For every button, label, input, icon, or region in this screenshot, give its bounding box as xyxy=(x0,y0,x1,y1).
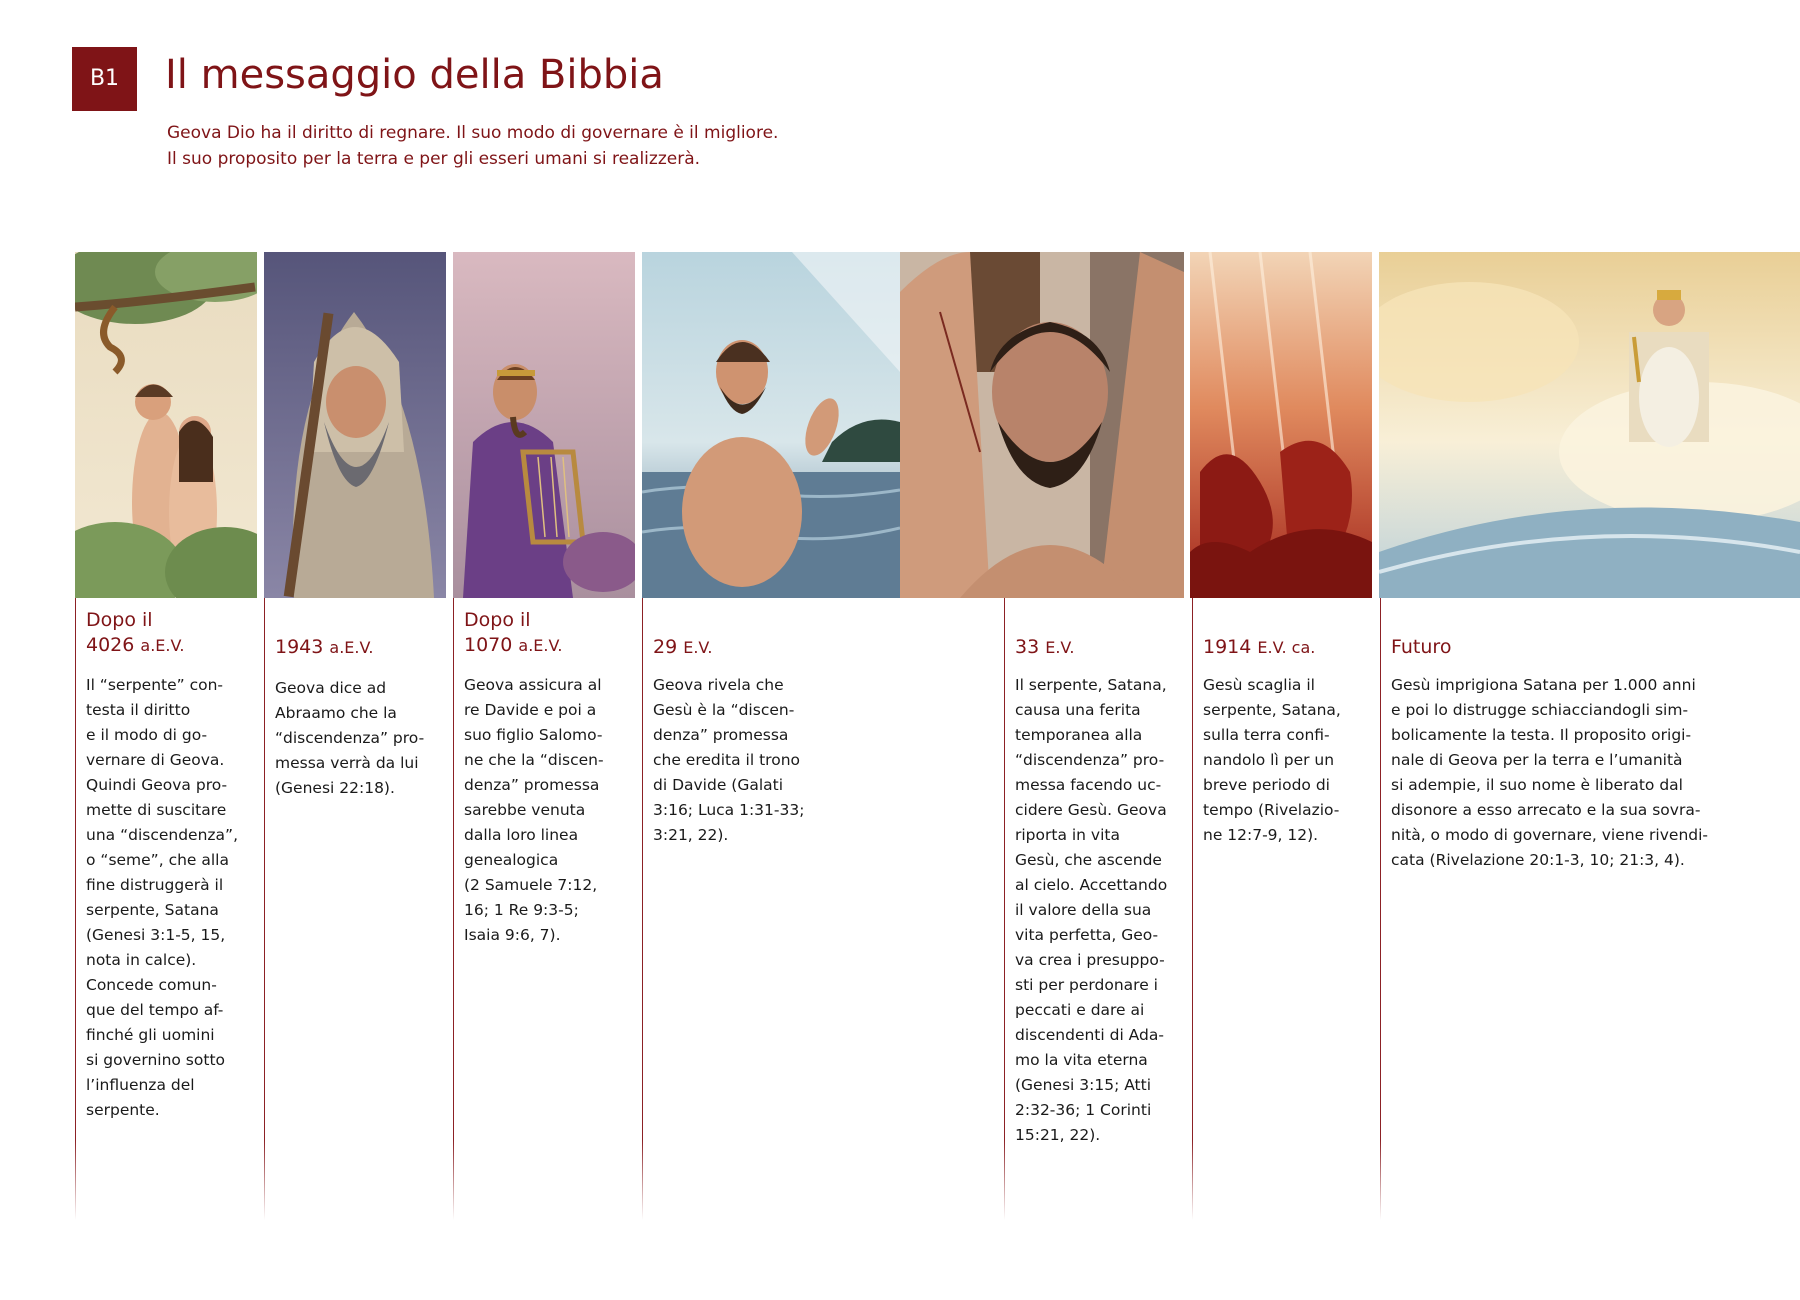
date-year: 1914 xyxy=(1203,636,1252,658)
description-line: serpente, Satana xyxy=(86,901,219,919)
description-line: Geova rivela che xyxy=(653,676,784,694)
date-era: E.V. xyxy=(683,638,713,657)
timeline-description xyxy=(86,673,238,1123)
description-line: si adempie, il suo nome è liberato dal xyxy=(1391,776,1683,794)
description-line: nota in calce). xyxy=(86,951,197,969)
jesus-throne-illustration xyxy=(1379,252,1800,598)
description-line: una “discendenza”, xyxy=(86,826,238,844)
description-line: vernare di Geova. xyxy=(86,751,225,769)
timeline-column-future xyxy=(1380,598,1780,1220)
timeline-column-4026-bce xyxy=(75,598,257,1220)
description-line: mo la vita eterna xyxy=(1015,1051,1148,1069)
timeline-description xyxy=(1203,673,1341,848)
description-line: e poi lo distrugge schiacciandogli sim- xyxy=(1391,701,1689,719)
description-line: Abraamo che la xyxy=(275,704,397,722)
description-line: genealogica xyxy=(464,851,559,869)
date-era: E.V. ca. xyxy=(1257,638,1316,657)
description-line: causa una ferita xyxy=(1015,701,1141,719)
jesus-baptism-illustration xyxy=(642,252,900,598)
description-line: (Genesi 22:18). xyxy=(275,779,395,797)
description-line: discendenti di Ada- xyxy=(1015,1026,1164,1044)
description-line: “discendenza” pro- xyxy=(275,729,425,747)
description-line: temporanea alla xyxy=(1015,726,1143,744)
description-line: Gesù, che ascende xyxy=(1015,851,1162,869)
timeline-date xyxy=(464,608,562,658)
timeline-date xyxy=(275,635,373,660)
description-line: sti per perdonare i xyxy=(1015,976,1158,994)
description-line: va crea i presuppo- xyxy=(1015,951,1165,969)
description-line: (Genesi 3:15; Atti xyxy=(1015,1076,1152,1094)
description-line: Isaia 9:6, 7). xyxy=(464,926,561,944)
subtitle-line: Il suo proposito per la terra e per gli esseri umani si realizzerà. xyxy=(167,149,701,169)
description-line: cidere Gesù. Geova xyxy=(1015,801,1167,819)
description-line: ne 12:7-9, 12). xyxy=(1203,826,1319,844)
description-line: denza” promessa xyxy=(653,726,789,744)
description-line: finché gli uomini xyxy=(86,1026,215,1044)
timeline-date xyxy=(1391,635,1451,660)
description-line: o “seme”, che alla xyxy=(86,851,229,869)
description-line: 2:32-36; 1 Corinti xyxy=(1015,1101,1152,1119)
page-subtitle xyxy=(167,120,778,172)
description-line: fine distruggerà il xyxy=(86,876,224,894)
timeline-column-33-ce xyxy=(1004,598,1184,1220)
timeline-column-1914-ce xyxy=(1192,598,1374,1220)
description-line: nandolo lì per un xyxy=(1203,751,1335,769)
date-era: a.E.V. xyxy=(140,636,185,655)
description-line: 15:21, 22). xyxy=(1015,1126,1101,1144)
description-line: l’influenza del xyxy=(86,1076,195,1094)
timeline-date xyxy=(86,608,184,658)
date-era: a.E.V. xyxy=(329,638,374,657)
description-line: messa verrà da lui xyxy=(275,754,419,772)
description-line: riporta in vita xyxy=(1015,826,1120,844)
description-line: Geova dice ad xyxy=(275,679,387,697)
description-line: Gesù imprigiona Satana per 1.000 anni xyxy=(1391,676,1696,694)
timeline-date xyxy=(1015,635,1074,660)
timeline-column-29-ce xyxy=(642,598,998,1220)
date-era: E.V. xyxy=(1045,638,1075,657)
description-line: bolicamente la testa. Il proposito origi- xyxy=(1391,726,1692,744)
jesus-stake-illustration xyxy=(900,252,1184,598)
description-line: 16; 1 Re 9:3-5; xyxy=(464,901,579,919)
description-line: di Davide (Galati xyxy=(653,776,784,794)
page-title: Il messaggio della Bibbia xyxy=(165,52,664,98)
description-line: Concede comun- xyxy=(86,976,217,994)
subtitle-line: Geova Dio ha il diritto di regnare. Il suo modo di governare è il migliore. xyxy=(167,123,779,143)
description-line: breve periodo di xyxy=(1203,776,1330,794)
description-line: tempo (Rivelazio- xyxy=(1203,801,1340,819)
timeline-description xyxy=(653,673,804,848)
description-line: nità, o modo di governare, viene rivendi- xyxy=(1391,826,1709,844)
description-line: ne che la “discen- xyxy=(464,751,604,769)
description-line: sarebbe venuta xyxy=(464,801,586,819)
description-line: nale di Geova per la terra e l’umanità xyxy=(1391,751,1683,769)
description-line: serpente. xyxy=(86,1101,160,1119)
description-line: re Davide e poi a xyxy=(464,701,597,719)
date-year: 1070 xyxy=(464,634,513,656)
description-line: testa il diritto xyxy=(86,701,191,719)
description-line: peccati e dare ai xyxy=(1015,1001,1145,1019)
description-line: (2 Samuele 7:12, xyxy=(464,876,598,894)
description-line: il valore della sua xyxy=(1015,901,1152,919)
description-line: (Genesi 3:1-5, 15, xyxy=(86,926,226,944)
timeline-description xyxy=(1391,673,1708,873)
description-line: si governino sotto xyxy=(86,1051,226,1069)
description-line: Il serpente, Satana, xyxy=(1015,676,1167,694)
description-line: Il “serpente” con- xyxy=(86,676,224,694)
date-year: Futuro xyxy=(1391,636,1452,658)
description-line: dalla loro linea xyxy=(464,826,579,844)
section-badge: B1 xyxy=(72,47,137,111)
date-prefix: Dopo il xyxy=(464,609,531,631)
timeline-date xyxy=(1203,635,1315,660)
description-line: que del tempo af- xyxy=(86,1001,224,1019)
king-david-harp-illustration xyxy=(453,252,635,598)
date-year: 4026 xyxy=(86,634,135,656)
date-year: 1943 xyxy=(275,636,324,658)
description-line: serpente, Satana, xyxy=(1203,701,1341,719)
timeline-description xyxy=(1015,673,1167,1148)
abraham-illustration xyxy=(264,252,446,598)
description-line: 3:21, 22). xyxy=(653,826,729,844)
timeline-column-1943-bce xyxy=(264,598,446,1220)
description-line: “discendenza” pro- xyxy=(1015,751,1165,769)
date-prefix: Dopo il xyxy=(86,609,153,631)
date-year: 29 xyxy=(653,636,678,658)
description-line: al cielo. Accettando xyxy=(1015,876,1168,894)
description-line: denza” promessa xyxy=(464,776,600,794)
timeline-date xyxy=(653,635,712,660)
timeline-column-1070-bce xyxy=(453,598,635,1220)
description-line: Gesù è la “discen- xyxy=(653,701,795,719)
description-line: sulla terra confi- xyxy=(1203,726,1330,744)
description-line: e il modo di go- xyxy=(86,726,208,744)
description-line: vita perfetta, Geo- xyxy=(1015,926,1159,944)
description-line: messa facendo uc- xyxy=(1015,776,1162,794)
date-era: a.E.V. xyxy=(518,636,563,655)
description-line: disonore a esso arrecato e la sua sovra- xyxy=(1391,801,1701,819)
timeline-description xyxy=(275,676,424,801)
eden-serpent-illustration xyxy=(75,252,257,598)
timeline-description xyxy=(464,673,604,948)
description-line: cata (Rivelazione 20:1-3, 10; 21:3, 4). xyxy=(1391,851,1685,869)
date-year: 33 xyxy=(1015,636,1040,658)
satan-cast-down-illustration xyxy=(1190,252,1372,598)
description-line: Gesù scaglia il xyxy=(1203,676,1315,694)
description-line: suo figlio Salomo- xyxy=(464,726,603,744)
description-line: 3:16; Luca 1:31-33; xyxy=(653,801,805,819)
description-line: Geova assicura al xyxy=(464,676,602,694)
description-line: Quindi Geova pro- xyxy=(86,776,228,794)
description-line: mette di suscitare xyxy=(86,801,227,819)
description-line: che eredita il trono xyxy=(653,751,801,769)
